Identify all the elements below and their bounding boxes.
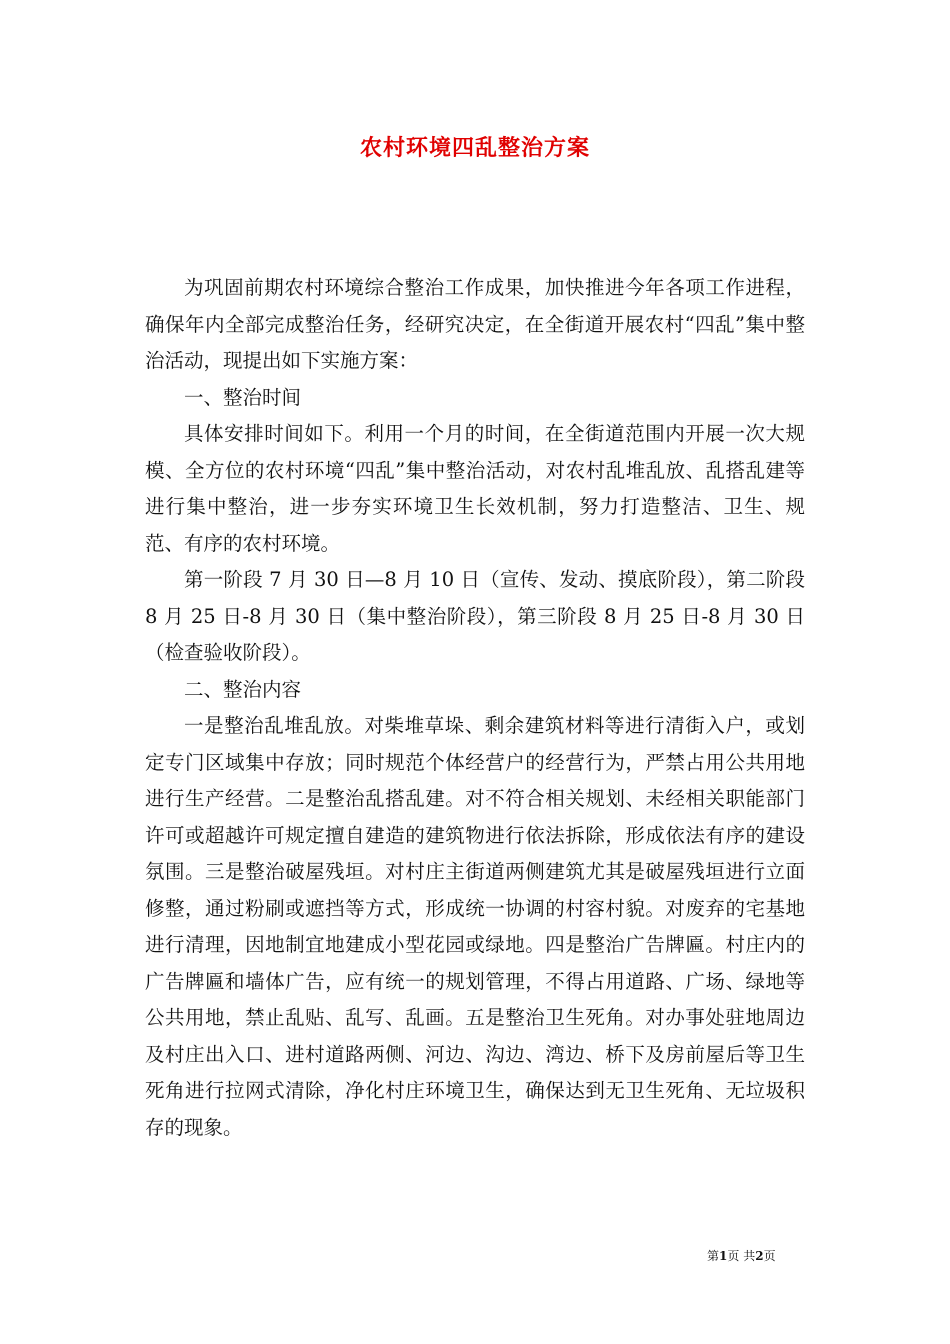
- footer-suffix: 页: [763, 1249, 776, 1263]
- intro-paragraph: 为巩固前期农村环境综合整治工作成果，加快推进今年各项工作进程，确保年内全部完成整治任务，经研究决定，在全街道开展农村“四乱”集中整治活动，现提出如下实施方案：: [145, 276, 805, 372]
- stage-paragraph: 第一阶段 7 月 30 日—8 月 10 日（宣传、发动、摸底阶段），第二阶段 8 月 25 日-8 月 30 日（集中整治阶段），第三阶段 8 月 25 日-8 月 30 日（检查验收阶段）。: [145, 568, 805, 664]
- page-number-footer: [707, 1248, 776, 1264]
- footer-total-pages: 2: [755, 1249, 764, 1263]
- section-heading-content: 二、整治内容: [184, 677, 302, 701]
- footer-current-page: 1: [719, 1249, 728, 1263]
- time-paragraph: 具体安排时间如下。利用一个月的时间，在全街道范围内开展一次大规模、全方位的农村环境“四乱”集中整治活动，对农村乱堆乱放、乱搭乱建等进行集中整治，进一步夯实环境卫生长效机制，努力打造整洁、卫生、规范、有序的农村环境。: [145, 422, 805, 555]
- footer-middle: 页 共: [727, 1249, 756, 1263]
- section-heading-time: 一、整治时间: [184, 385, 302, 409]
- footer-prefix: 第: [707, 1249, 720, 1263]
- page-title: 农村环境四乱整治方案: [359, 135, 590, 161]
- document-body: [145, 270, 805, 1146]
- content-paragraph: 一是整治乱堆乱放。对柴堆草垛、剩余建筑材料等进行清街入户，或划定专门区域集中存放；同时规范个体经营户的经营行为，严禁占用公共用地进行生产经营。二是整治乱搭乱建。对不符合相关规划、未经相关职能部门许可或超越许可规定擅自建造的建筑物进行依法拆除，形成依法有序的建设氛围。三是整治破屋残垣。对村庄主街道两侧建筑尤其是破屋残垣进行立面修整，通过粉刷或遮挡等方式，形成统一协调的村容村貌。对废弃的宅基地进行清理，因地制宜地建成小型花园或绿地。四是整治广告牌匾。村庄内的广告牌匾和墙体广告，应有统一的规划管理，不得占用道路、广场、绿地等公共用地，禁止乱贴、乱写、乱画。五是整治卫生死角。对办事处驻地周边及村庄出入口、进村道路两侧、河边、沟边、湾边、桥下及房前屋后等卫生死角进行拉网式清除，净化村庄环境卫生，确保达到无卫生死角、无垃圾积存的现象。: [145, 714, 805, 1139]
